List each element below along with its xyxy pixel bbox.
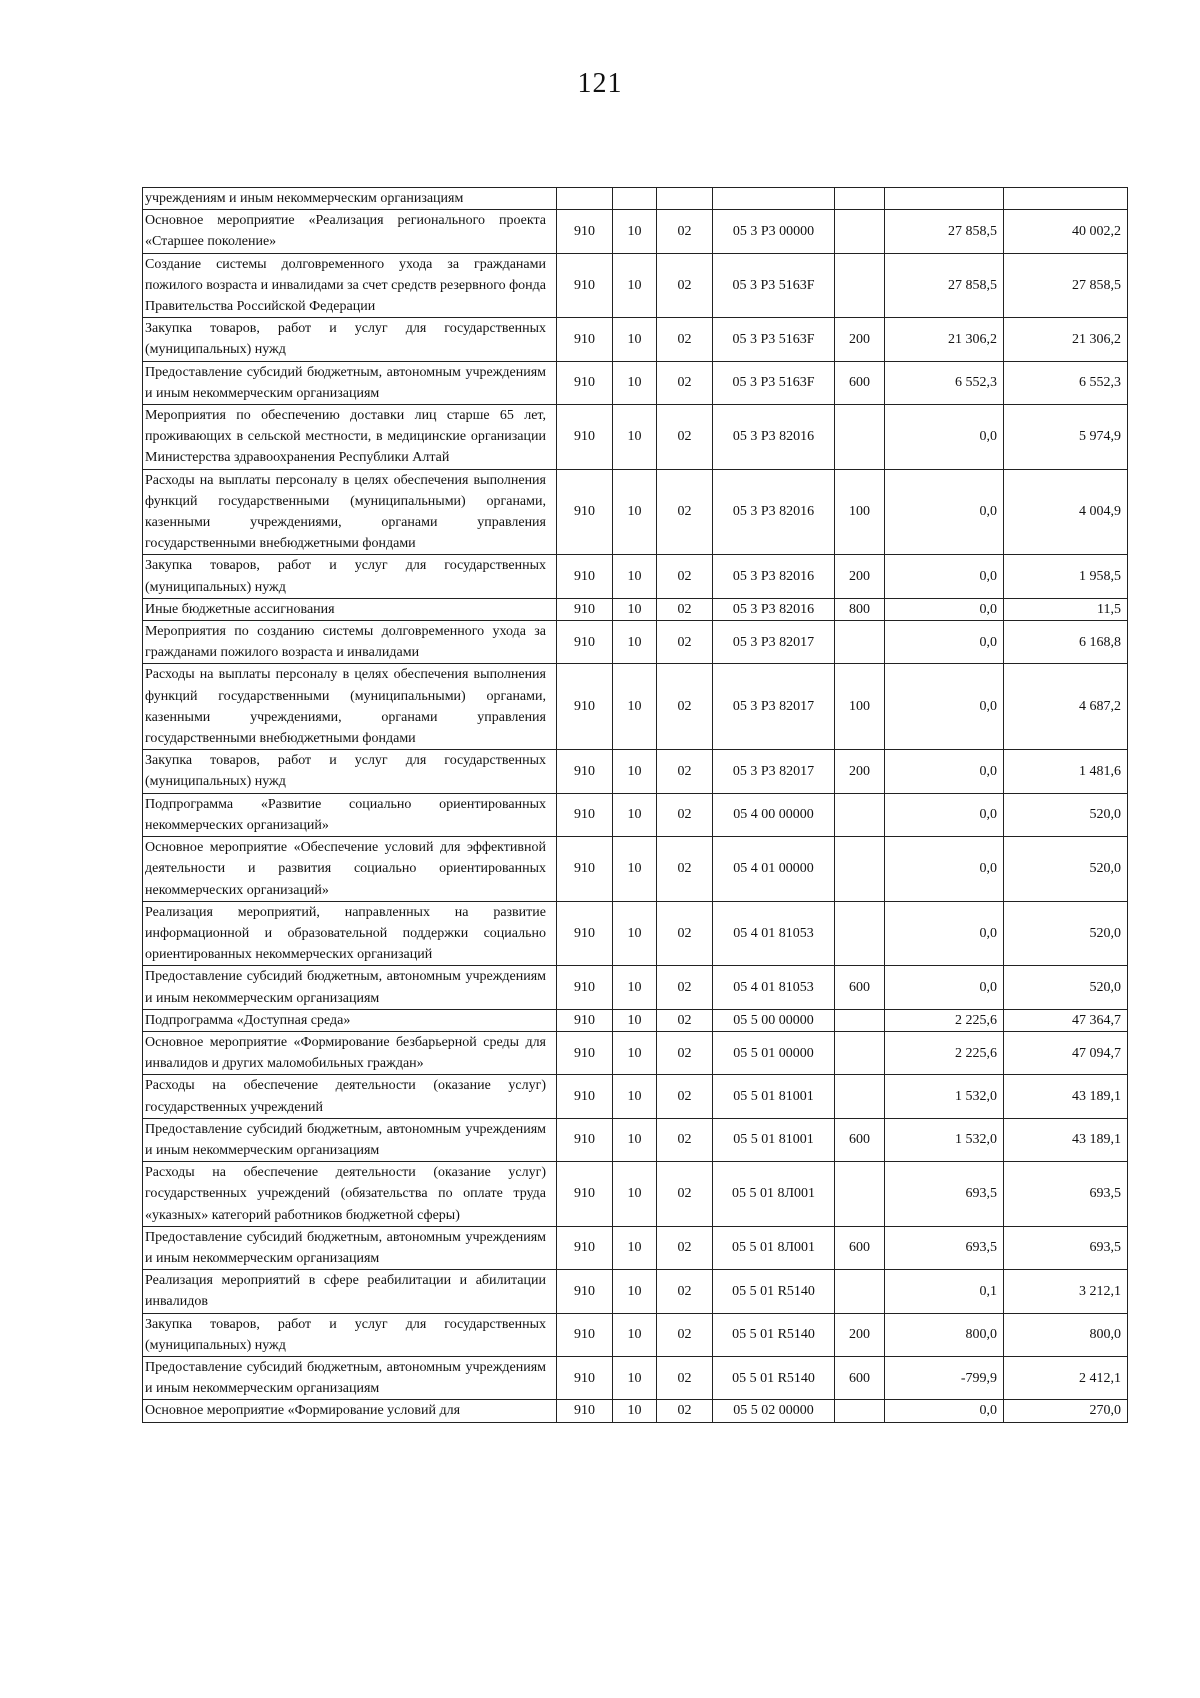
cell-ministry-code: 910	[557, 901, 613, 966]
cell-ministry-code: 910	[557, 1075, 613, 1118]
cell-description: Подпрограмма «Доступная среда»	[143, 1009, 557, 1031]
table-row	[143, 1270, 1128, 1313]
cell-section: 10	[613, 901, 657, 966]
cell-amount-change: 0,0	[885, 901, 1004, 966]
cell-expense-type	[835, 253, 885, 318]
cell-amount-total: 11,5	[1004, 598, 1128, 620]
table-row	[143, 188, 1128, 210]
cell-expense-type: 600	[835, 1226, 885, 1269]
cell-target-article: 05 5 01 81001	[713, 1118, 835, 1161]
cell-expense-type	[835, 1162, 885, 1227]
table-row	[143, 1162, 1128, 1227]
cell-expense-type: 200	[835, 318, 885, 361]
cell-ministry-code: 910	[557, 750, 613, 793]
cell-ministry-code: 910	[557, 318, 613, 361]
cell-ministry-code: 910	[557, 837, 613, 902]
cell-target-article: 05 4 00 00000	[713, 793, 835, 836]
cell-subsection: 02	[657, 1270, 713, 1313]
cell-subsection: 02	[657, 598, 713, 620]
cell-target-article: 05 5 01 8Л001	[713, 1162, 835, 1227]
table-row	[143, 966, 1128, 1009]
cell-target-article: 05 5 02 00000	[713, 1400, 835, 1422]
cell-amount-total: 6 552,3	[1004, 361, 1128, 404]
cell-subsection: 02	[657, 901, 713, 966]
cell-ministry-code: 910	[557, 1009, 613, 1031]
cell-target-article: 05 3 P3 5163F	[713, 253, 835, 318]
cell-subsection: 02	[657, 664, 713, 750]
cell-description: Закупка товаров, работ и услуг для государственных (муниципальных) нужд	[143, 1313, 557, 1356]
cell-subsection: 02	[657, 750, 713, 793]
table-row	[143, 1226, 1128, 1269]
cell-section: 10	[613, 664, 657, 750]
cell-amount-change: 6 552,3	[885, 361, 1004, 404]
cell-section: 10	[613, 1313, 657, 1356]
table-row	[143, 793, 1128, 836]
cell-section: 10	[613, 1226, 657, 1269]
table-row	[143, 1009, 1128, 1031]
cell-amount-total: 47 094,7	[1004, 1031, 1128, 1074]
cell-expense-type: 600	[835, 1356, 885, 1399]
cell-subsection: 02	[657, 361, 713, 404]
page-number: 121	[577, 68, 623, 99]
cell-subsection: 02	[657, 1075, 713, 1118]
cell-subsection	[657, 188, 713, 210]
cell-target-article: 05 3 P3 82016	[713, 555, 835, 598]
cell-section: 10	[613, 1009, 657, 1031]
cell-amount-total: 693,5	[1004, 1226, 1128, 1269]
cell-description: Реализация мероприятий, направленных на развитие информационной и образовательной поддержки социально ориентированных некоммерческих организаций	[143, 901, 557, 966]
cell-amount-total: 4 687,2	[1004, 664, 1128, 750]
cell-expense-type	[835, 621, 885, 664]
cell-ministry-code	[557, 188, 613, 210]
cell-description: Предоставление субсидий бюджетным, автономным учреждениям и иным некоммерческим организациям	[143, 1356, 557, 1399]
cell-amount-total: 1 481,6	[1004, 750, 1128, 793]
cell-subsection: 02	[657, 555, 713, 598]
cell-target-article: 05 3 P3 82016	[713, 469, 835, 555]
cell-ministry-code: 910	[557, 1118, 613, 1161]
cell-section: 10	[613, 253, 657, 318]
cell-target-article: 05 3 P3 00000	[713, 210, 835, 253]
cell-amount-change: 0,0	[885, 469, 1004, 555]
cell-ministry-code: 910	[557, 469, 613, 555]
table-row	[143, 253, 1128, 318]
cell-ministry-code: 910	[557, 1400, 613, 1422]
cell-amount-total: 21 306,2	[1004, 318, 1128, 361]
cell-ministry-code: 910	[557, 210, 613, 253]
cell-section: 10	[613, 621, 657, 664]
cell-amount-total: 693,5	[1004, 1162, 1128, 1227]
cell-section: 10	[613, 750, 657, 793]
cell-target-article: 05 3 P3 82017	[713, 750, 835, 793]
cell-amount-total: 27 858,5	[1004, 253, 1128, 318]
cell-amount-total: 2 412,1	[1004, 1356, 1128, 1399]
cell-description: Основное мероприятие «Обеспечение условий для эффективной деятельности и развития социально ориентированных некоммерческих организаций»	[143, 837, 557, 902]
cell-subsection: 02	[657, 1226, 713, 1269]
cell-section: 10	[613, 1400, 657, 1422]
cell-subsection: 02	[657, 210, 713, 253]
cell-amount-change: 0,0	[885, 966, 1004, 1009]
cell-section: 10	[613, 837, 657, 902]
cell-section: 10	[613, 1031, 657, 1074]
cell-section: 10	[613, 405, 657, 470]
budget-table	[142, 187, 1128, 1423]
cell-amount-total: 520,0	[1004, 901, 1128, 966]
cell-amount-change: 0,0	[885, 837, 1004, 902]
cell-description: Расходы на обеспечение деятельности (оказание услуг) государственных учреждений (обязательства по оплате труда «указных» категорий работников бюджетной сферы)	[143, 1162, 557, 1227]
cell-section: 10	[613, 598, 657, 620]
cell-ministry-code: 910	[557, 361, 613, 404]
cell-amount-change: 1 532,0	[885, 1118, 1004, 1161]
cell-section: 10	[613, 966, 657, 1009]
cell-amount-total: 40 002,2	[1004, 210, 1128, 253]
cell-description: Предоставление субсидий бюджетным, автономным учреждениям и иным некоммерческим организациям	[143, 1118, 557, 1161]
table-row	[143, 1118, 1128, 1161]
cell-ministry-code: 910	[557, 1162, 613, 1227]
cell-expense-type	[835, 1270, 885, 1313]
cell-description: Основное мероприятие «Формирование безбарьерной среды для инвалидов и других маломобильных граждан»	[143, 1031, 557, 1074]
cell-subsection: 02	[657, 253, 713, 318]
cell-target-article	[713, 188, 835, 210]
cell-target-article: 05 5 01 8Л001	[713, 1226, 835, 1269]
cell-amount-change: 693,5	[885, 1226, 1004, 1269]
cell-section: 10	[613, 1162, 657, 1227]
table-row	[143, 318, 1128, 361]
table-row	[143, 621, 1128, 664]
cell-target-article: 05 4 01 81053	[713, 901, 835, 966]
table-row	[143, 361, 1128, 404]
cell-amount-change: 0,0	[885, 750, 1004, 793]
cell-target-article: 05 3 P3 82017	[713, 664, 835, 750]
cell-expense-type	[835, 405, 885, 470]
cell-amount-change: 0,0	[885, 621, 1004, 664]
cell-ministry-code: 910	[557, 966, 613, 1009]
cell-target-article: 05 4 01 00000	[713, 837, 835, 902]
table-row	[143, 1313, 1128, 1356]
cell-amount-change	[885, 188, 1004, 210]
cell-description: Расходы на выплаты персоналу в целях обеспечения выполнения функций государственными (муниципальными) органами, казенными учреждениями, органами управления государственными внебюджетными фондами	[143, 469, 557, 555]
cell-section: 10	[613, 318, 657, 361]
cell-section: 10	[613, 1270, 657, 1313]
cell-subsection: 02	[657, 1313, 713, 1356]
cell-amount-total: 520,0	[1004, 793, 1128, 836]
cell-amount-change: -799,9	[885, 1356, 1004, 1399]
cell-description: Расходы на обеспечение деятельности (оказание услуг) государственных учреждений	[143, 1075, 557, 1118]
cell-expense-type	[835, 901, 885, 966]
cell-amount-total	[1004, 188, 1128, 210]
cell-expense-type: 200	[835, 555, 885, 598]
cell-section: 10	[613, 793, 657, 836]
cell-ministry-code: 910	[557, 793, 613, 836]
cell-section: 10	[613, 210, 657, 253]
cell-description: Реализация мероприятий в сфере реабилитации и абилитации инвалидов	[143, 1270, 557, 1313]
cell-ministry-code: 910	[557, 664, 613, 750]
cell-expense-type	[835, 837, 885, 902]
cell-ministry-code: 910	[557, 598, 613, 620]
cell-amount-change: 800,0	[885, 1313, 1004, 1356]
cell-amount-change: 0,0	[885, 405, 1004, 470]
cell-amount-total: 5 974,9	[1004, 405, 1128, 470]
cell-amount-change: 0,0	[885, 555, 1004, 598]
table-row	[143, 837, 1128, 902]
cell-ministry-code: 910	[557, 621, 613, 664]
cell-amount-total: 43 189,1	[1004, 1075, 1128, 1118]
cell-subsection: 02	[657, 1031, 713, 1074]
cell-expense-type: 100	[835, 469, 885, 555]
cell-target-article: 05 3 P3 82016	[713, 598, 835, 620]
cell-subsection: 02	[657, 837, 713, 902]
cell-description: Предоставление субсидий бюджетным, автономным учреждениям и иным некоммерческим организациям	[143, 1226, 557, 1269]
cell-ministry-code: 910	[557, 1226, 613, 1269]
cell-ministry-code: 910	[557, 1313, 613, 1356]
cell-subsection: 02	[657, 793, 713, 836]
cell-section: 10	[613, 555, 657, 598]
cell-subsection: 02	[657, 1118, 713, 1161]
cell-expense-type: 800	[835, 598, 885, 620]
cell-description: Основное мероприятие «Реализация регионального проекта «Старшее поколение»	[143, 210, 557, 253]
cell-amount-change: 21 306,2	[885, 318, 1004, 361]
cell-target-article: 05 5 00 00000	[713, 1009, 835, 1031]
table-body	[143, 188, 1128, 1423]
table-row	[143, 1031, 1128, 1074]
cell-ministry-code: 910	[557, 1270, 613, 1313]
cell-amount-change: 0,1	[885, 1270, 1004, 1313]
table-row	[143, 1356, 1128, 1399]
table-row	[143, 555, 1128, 598]
cell-expense-type	[835, 188, 885, 210]
cell-subsection: 02	[657, 405, 713, 470]
cell-target-article: 05 3 P3 5163F	[713, 318, 835, 361]
cell-subsection: 02	[657, 1162, 713, 1227]
cell-subsection: 02	[657, 621, 713, 664]
cell-section: 10	[613, 1356, 657, 1399]
cell-description: Иные бюджетные ассигнования	[143, 598, 557, 620]
cell-description: Закупка товаров, работ и услуг для государственных (муниципальных) нужд	[143, 555, 557, 598]
cell-amount-total: 800,0	[1004, 1313, 1128, 1356]
cell-ministry-code: 910	[557, 405, 613, 470]
cell-amount-total: 3 212,1	[1004, 1270, 1128, 1313]
table-row	[143, 901, 1128, 966]
cell-description: Закупка товаров, работ и услуг для государственных (муниципальных) нужд	[143, 318, 557, 361]
cell-expense-type	[835, 210, 885, 253]
cell-subsection: 02	[657, 1400, 713, 1422]
cell-ministry-code: 910	[557, 1356, 613, 1399]
cell-expense-type: 100	[835, 664, 885, 750]
cell-amount-change: 27 858,5	[885, 210, 1004, 253]
cell-description: Подпрограмма «Развитие социально ориентированных некоммерческих организаций»	[143, 793, 557, 836]
cell-expense-type: 200	[835, 750, 885, 793]
cell-section: 10	[613, 1075, 657, 1118]
cell-expense-type: 600	[835, 1118, 885, 1161]
cell-expense-type: 200	[835, 1313, 885, 1356]
cell-amount-total: 520,0	[1004, 837, 1128, 902]
cell-expense-type	[835, 1400, 885, 1422]
table-row	[143, 1400, 1128, 1422]
cell-subsection: 02	[657, 1009, 713, 1031]
cell-expense-type	[835, 1075, 885, 1118]
cell-amount-total: 4 004,9	[1004, 469, 1128, 555]
cell-amount-change: 0,0	[885, 664, 1004, 750]
cell-amount-total: 43 189,1	[1004, 1118, 1128, 1161]
cell-amount-total: 520,0	[1004, 966, 1128, 1009]
cell-expense-type: 600	[835, 966, 885, 1009]
cell-target-article: 05 3 P3 82016	[713, 405, 835, 470]
cell-ministry-code: 910	[557, 253, 613, 318]
cell-amount-total: 1 958,5	[1004, 555, 1128, 598]
cell-description: Основное мероприятие «Формирование условий для	[143, 1400, 557, 1422]
cell-amount-change: 27 858,5	[885, 253, 1004, 318]
table-row	[143, 405, 1128, 470]
table-row	[143, 750, 1128, 793]
table-row	[143, 1075, 1128, 1118]
cell-description: учреждениям и иным некоммерческим организациям	[143, 188, 557, 210]
cell-amount-total: 270,0	[1004, 1400, 1128, 1422]
cell-amount-change: 1 532,0	[885, 1075, 1004, 1118]
cell-amount-change: 2 225,6	[885, 1009, 1004, 1031]
cell-ministry-code: 910	[557, 555, 613, 598]
cell-target-article: 05 3 P3 82017	[713, 621, 835, 664]
cell-expense-type	[835, 1031, 885, 1074]
cell-target-article: 05 5 01 R5140	[713, 1313, 835, 1356]
cell-subsection: 02	[657, 318, 713, 361]
cell-description: Предоставление субсидий бюджетным, автономным учреждениям и иным некоммерческим организациям	[143, 361, 557, 404]
cell-expense-type: 600	[835, 361, 885, 404]
cell-target-article: 05 4 01 81053	[713, 966, 835, 1009]
cell-expense-type	[835, 793, 885, 836]
cell-section: 10	[613, 1118, 657, 1161]
cell-expense-type	[835, 1009, 885, 1031]
cell-section	[613, 188, 657, 210]
cell-ministry-code: 910	[557, 1031, 613, 1074]
cell-subsection: 02	[657, 966, 713, 1009]
cell-target-article: 05 5 01 81001	[713, 1075, 835, 1118]
table-row	[143, 598, 1128, 620]
cell-subsection: 02	[657, 1356, 713, 1399]
cell-description: Расходы на выплаты персоналу в целях обеспечения выполнения функций государственными (муниципальными) органами, казенными учреждениями, органами управления государственными внебюджетными фондами	[143, 664, 557, 750]
table-row	[143, 469, 1128, 555]
cell-amount-change: 2 225,6	[885, 1031, 1004, 1074]
cell-amount-change: 0,0	[885, 598, 1004, 620]
cell-section: 10	[613, 361, 657, 404]
cell-amount-change: 0,0	[885, 793, 1004, 836]
cell-description: Предоставление субсидий бюджетным, автономным учреждениям и иным некоммерческим организациям	[143, 966, 557, 1009]
cell-target-article: 05 5 01 R5140	[713, 1270, 835, 1313]
table-row	[143, 664, 1128, 750]
cell-amount-total: 6 168,8	[1004, 621, 1128, 664]
cell-amount-change: 693,5	[885, 1162, 1004, 1227]
cell-amount-change: 0,0	[885, 1400, 1004, 1422]
cell-description: Мероприятия по обеспечению доставки лиц старше 65 лет, проживающих в сельской местности, в медицинские организации Министерства здравоохранения Республики Алтай	[143, 405, 557, 470]
cell-target-article: 05 5 01 00000	[713, 1031, 835, 1074]
table-row	[143, 210, 1128, 253]
cell-amount-total: 47 364,7	[1004, 1009, 1128, 1031]
cell-target-article: 05 5 01 R5140	[713, 1356, 835, 1399]
cell-description: Мероприятия по созданию системы долговременного ухода за гражданами пожилого возраста и инвалидами	[143, 621, 557, 664]
cell-description: Закупка товаров, работ и услуг для государственных (муниципальных) нужд	[143, 750, 557, 793]
cell-target-article: 05 3 P3 5163F	[713, 361, 835, 404]
cell-subsection: 02	[657, 469, 713, 555]
cell-section: 10	[613, 469, 657, 555]
cell-description: Создание системы долговременного ухода за гражданами пожилого возраста и инвалидами за счет средств резервного фонда Правительства Российской Федерации	[143, 253, 557, 318]
